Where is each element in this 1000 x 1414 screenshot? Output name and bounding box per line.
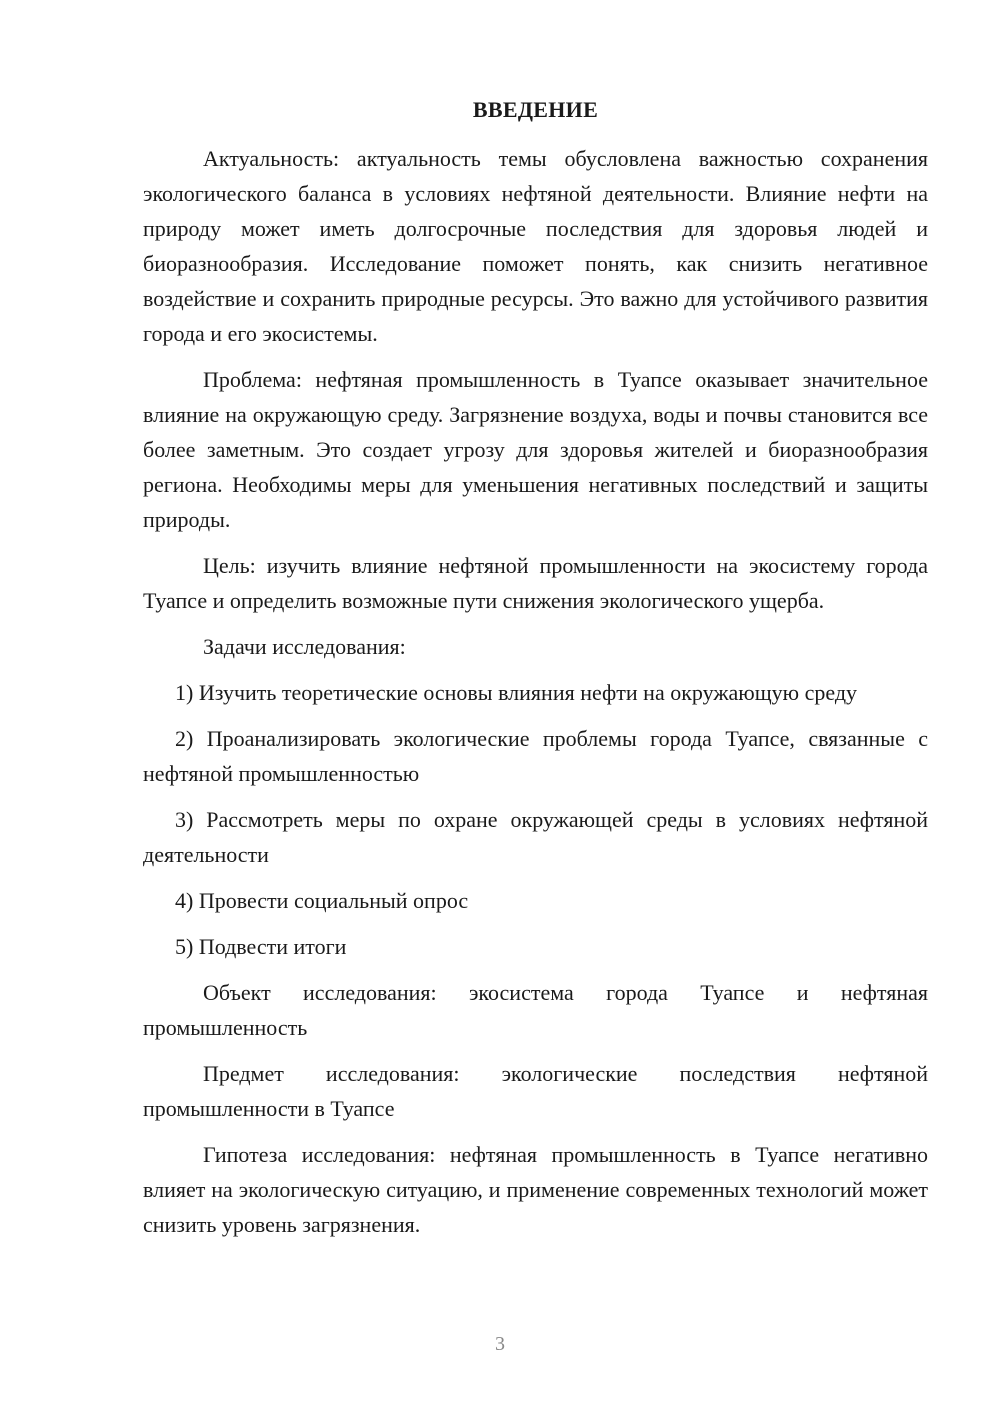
list-item: 4) Провести социальный опрос	[175, 888, 469, 913]
paragraph-relevance: Актуальность: актуальность темы обусловлена важностью сохранения экологического баланса в условиях нефтяной деятельности. Влияние нефти на природу может иметь долгосрочные последствия для здоровья людей и биоразнообразия. Исследование поможет понять, как снизить негативное воздействие и сохранить природные ресурсы. Это важно для устойчивого развития города и его экосистемы.	[143, 146, 928, 346]
paragraph-problem: Проблема: нефтяная промышленность в Туапсе оказывает значительное влияние на окружающую среду. Загрязнение воздуха, воды и почвы становится все более заметным. Это создает угрозу для здоровья жителей и биоразнообразия региона. Необходимы меры для уменьшения негативных последствий и защиты природы.	[143, 367, 928, 532]
tasks-list	[143, 675, 928, 964]
list-item: 5) Подвести итоги	[175, 934, 347, 959]
paragraph-tasks-heading: Задачи исследования:	[203, 634, 406, 659]
document-page	[143, 92, 928, 1253]
paragraph-goal: Цель: изучить влияние нефтяной промышленности на экосистему города Туапсе и определить возможные пути снижения экологического ущерба.	[143, 553, 928, 613]
paragraph-subject: Предмет исследования: экологические последствия нефтяной промышленности в Туапсе	[143, 1061, 928, 1121]
list-item: 3) Рассмотреть меры по охране окружающей среды в условиях нефтяной деятельности	[143, 807, 928, 867]
list-item: 1) Изучить теоретические основы влияния нефти на окружающую среду	[175, 680, 858, 705]
paragraph-hypothesis: Гипотеза исследования: нефтяная промышленность в Туапсе негативно влияет на экологическую ситуацию, и применение современных технологий может снизить уровень загрязнения.	[143, 1142, 928, 1237]
section-title: ВВЕДЕНИЕ	[472, 97, 599, 122]
paragraph-object: Объект исследования: экосистема города Туапсе и нефтяная промышленность	[143, 980, 928, 1040]
list-item: 2) Проанализировать экологические проблемы города Туапсе, связанные с нефтяной промышленностью	[143, 726, 928, 786]
page-number: 3	[495, 1333, 505, 1355]
